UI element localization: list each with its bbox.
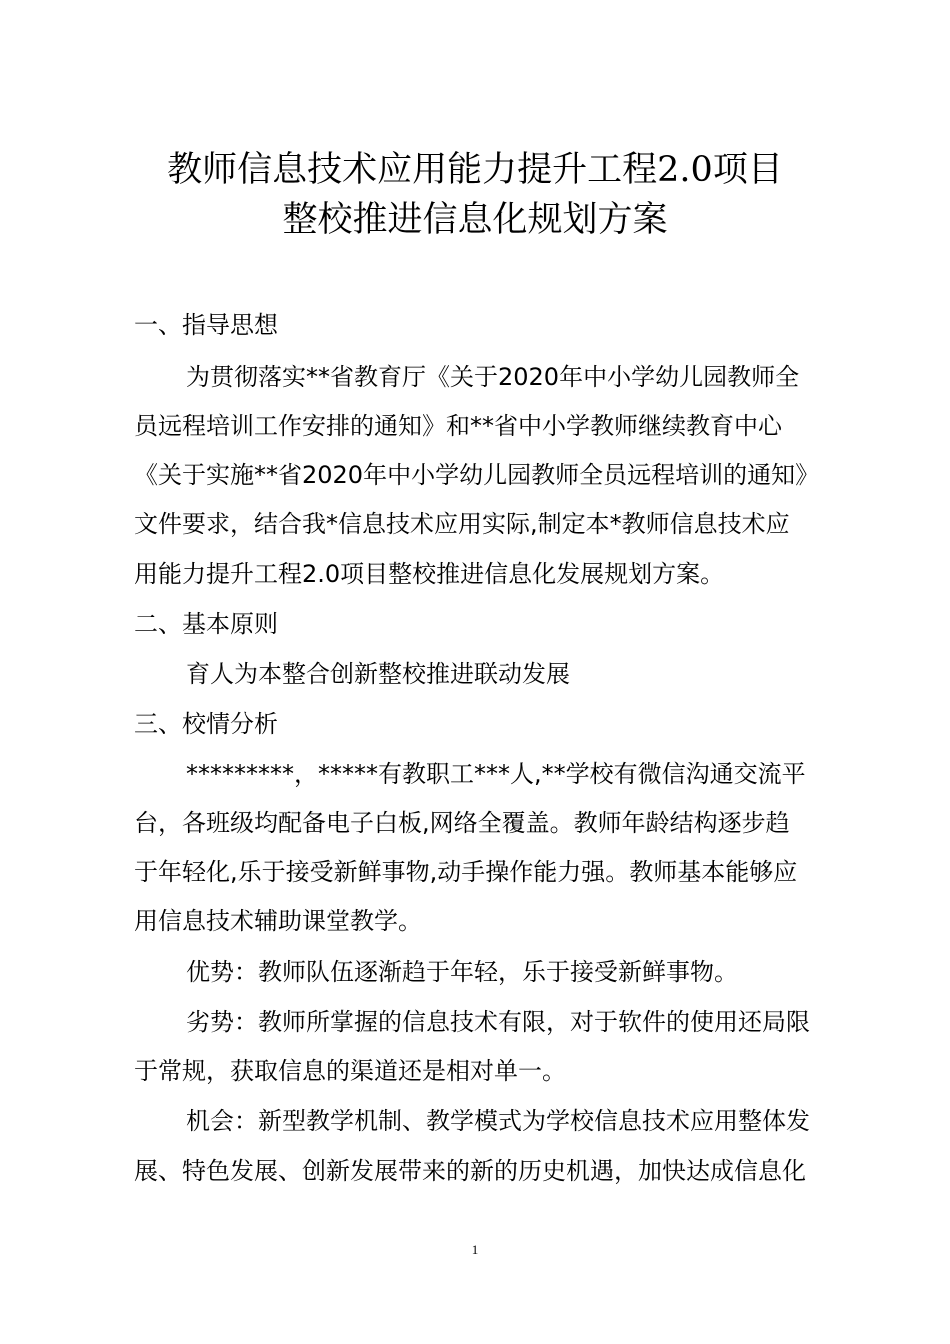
paragraph-line: 用信息技术辅助课堂教学。: [134, 907, 422, 935]
paragraph-line: 《关于实施**省2020年中小学幼儿园教师全员远程培训的通知》: [134, 461, 820, 489]
paragraph-line: 于年轻化,乐于接受新鲜事物,动手操作能力强。教师基本能够应: [134, 858, 798, 886]
paragraph-line-disadvantage: 劣势：教师所掌握的信息技术有限，对于软件的使用还局限: [186, 1008, 810, 1036]
section-heading-principles: 二、基本原则: [134, 610, 278, 638]
paragraph-line: 文件要求，结合我*信息技术应用实际,制定本*教师信息技术应: [134, 510, 790, 538]
document-title-line-1: 教师信息技术应用能力提升工程2.0项目: [167, 150, 783, 190]
paragraph-line: 台，各班级均配备电子白板,网络全覆盖。教师年龄结构逐步趋: [134, 809, 790, 837]
paragraph-line: 育人为本整合创新整校推进联动发展: [186, 660, 570, 688]
page-number: 1: [471, 1242, 479, 1257]
section-heading-analysis: 三、校情分析: [134, 710, 278, 738]
paragraph-line: *********，*****有教职工***人,**学校有微信沟通交流平: [186, 760, 806, 788]
section-heading-guiding: 一、指导思想: [134, 311, 278, 339]
paragraph-line: 用能力提升工程2.0项目整校推进信息化发展规划方案。: [134, 560, 725, 588]
paragraph-line: 于常规，获取信息的渠道还是相对单一。: [134, 1057, 566, 1085]
paragraph-line: 员远程培训工作安排的通知》和**省中小学教师继续教育中心: [134, 412, 782, 440]
document-title-line-2: 整校推进信息化规划方案: [282, 200, 668, 240]
paragraph-line-advantage: 优势：教师队伍逐渐趋于年轻，乐于接受新鲜事物。: [186, 958, 738, 986]
paragraph-line: 为贯彻落实**省教育厅《关于2020年中小学幼儿园教师全: [186, 363, 800, 391]
paragraph-line-opportunity: 机会：新型教学机制、教学模式为学校信息技术应用整体发: [186, 1107, 810, 1135]
paragraph-line: 展、特色发展、创新发展带来的新的历史机遇，加快达成信息化: [134, 1157, 806, 1185]
